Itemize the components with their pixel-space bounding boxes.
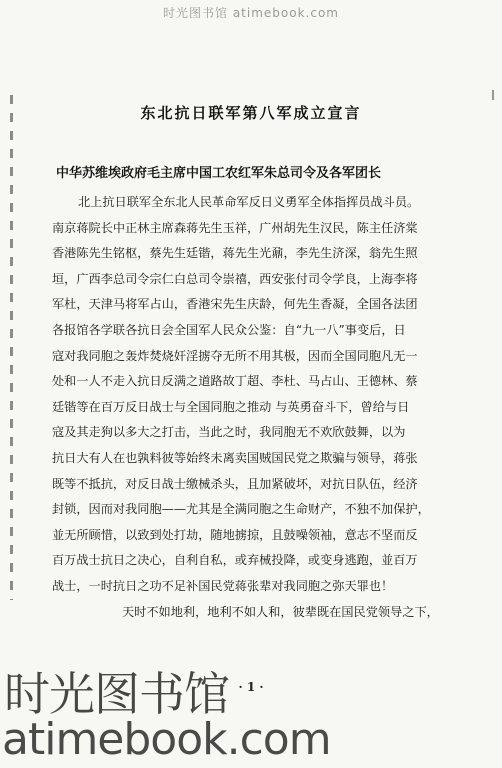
page-number: · 1 · bbox=[238, 680, 264, 694]
watermark-url: atimebook.com bbox=[2, 714, 331, 765]
text-line: 抗日大有人在也孰料彼等始终未离卖国贼国民党之欺骗与领导，蒋张 bbox=[52, 450, 418, 465]
text-line: 天时不如地利，地利不如人和，彼辈既在国民党领导之下， bbox=[122, 604, 439, 619]
text-line: 各报馆各学联各抗日会全国军人民众公鉴：自“九一八”事变后，日 bbox=[52, 322, 406, 337]
text-line: 百万战士抗日之决心，自利自私，或弃械投降，或变身逃跑，並百万 bbox=[52, 553, 418, 568]
text-line: 军杜，天津马将军占山，香港宋先生庆龄，何先生香凝，全国各法团 bbox=[52, 297, 418, 312]
text-line: 处和一人不走入抗日反满之道路故丁超、李杜、马占山、王德林、蔡 bbox=[52, 374, 418, 389]
text-line: 垣，广西李总司令宗仁白总司令崇禧，西安张付司令学良，上海李将 bbox=[52, 271, 418, 286]
text-line: 寇及其走狗以多大之打击，当此之时，我同胞无不欢欣鼓舞，以为 bbox=[52, 425, 406, 440]
text-line: 北上抗日联军全东北人民革命军反日义勇军全体指挥员战斗员。 bbox=[78, 195, 420, 209]
body-text bbox=[52, 190, 472, 625]
text-line: 封锁，因而对我同胞——尤其是全满同胞之生命财产，不独不加保护， bbox=[52, 502, 430, 517]
text-line: 並无所顾惜，以致到处打劫，随地掳掠，且鼓噪领袖，意志不坚而反 bbox=[52, 527, 418, 542]
document-title: 东北抗日联军第八军成立宣言 bbox=[140, 104, 362, 122]
salutation: 中华苏维埃政府毛主席中国工农红军朱总司令及各军团长 bbox=[56, 166, 382, 181]
header-watermark: 时光图书馆 atimebook.com bbox=[163, 6, 339, 20]
text-line: 廷锴等在百万反日战士与全国同胞之推动 与英勇奋斗下，曾给与日 bbox=[52, 399, 410, 414]
watermark-name: 时光图书馆 bbox=[4, 667, 229, 721]
binding-margin-marks bbox=[10, 95, 13, 600]
text-line: 南京蒋院长中正林主席森蒋先生玉祥，广州胡先生汉民，陈主任济棠 bbox=[52, 220, 418, 235]
text-line: 寇对我同胞之轰炸焚烧奸淫掳夺无所不用其极，因而全国同胞凡无一 bbox=[52, 348, 418, 363]
text-line: 香港陈先生铭枢，蔡先生廷锴，蒋先生光鼐，李先生济深，翁先生照 bbox=[52, 246, 418, 261]
text-line: 战士，一时抗日之功不足补国民党蒋张辈对我同胞之弥天罪也！ bbox=[52, 578, 394, 593]
text-line: 既等不抵抗，对反日战士缴械杀头，且加紧破坏，对抗日队伍，经济 bbox=[52, 476, 418, 491]
margin-mark bbox=[492, 90, 494, 100]
